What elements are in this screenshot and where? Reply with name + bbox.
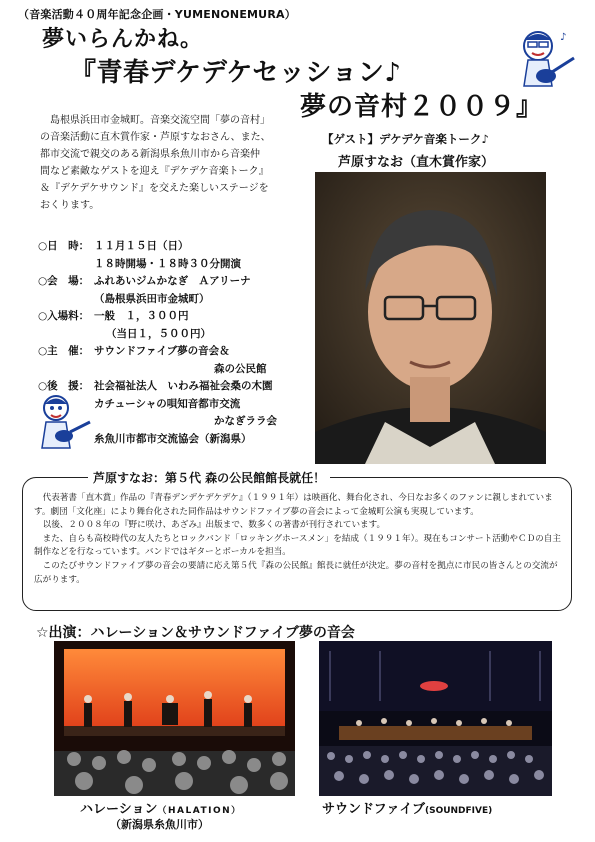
support-value-3: かなぎララ会: [214, 415, 277, 427]
intro-paragraph: [40, 112, 305, 214]
bio-paragraph: このたびサウンドファイブ夢の音会の要請に応え第５代『森の公民館』館長に就任が決定。夢の音村を拠点に市民の皆さんとの交流が広がります。: [34, 560, 558, 585]
halation-name: ハレーション: [80, 802, 158, 817]
fee-label: ○入場料：: [38, 310, 90, 322]
bio-paragraph: 以後、２００８年の『野に咲け、あざみ』出版まで、数多くの著書が刊行されています。: [42, 520, 386, 531]
title-line-3: 夢の音村２００９』: [300, 92, 544, 122]
date-value-2: １８時開場・１８時３０分開演: [94, 257, 241, 270]
date-value: １１月１５日（日）: [94, 240, 189, 252]
soundfive-name: サウンドファイブ: [322, 802, 425, 817]
guest-portrait-photo: [315, 172, 546, 464]
halation-origin: （新潟県糸魚川市）: [110, 818, 209, 831]
svg-text:♪: ♪: [560, 32, 567, 43]
support-value-4: 糸魚川市都市交流協会（新潟県）: [94, 432, 252, 445]
guest-name: 芦原すなお（直木賞作家）: [338, 155, 495, 170]
soundfive-caption: [322, 798, 492, 817]
fee-value: 一般 １，３００円: [94, 310, 189, 322]
halation-stage-photo: [54, 641, 295, 796]
soundfive-concert-photo: [319, 641, 552, 796]
intro-line: 間など素敵なゲストを迎え『デケデケ音楽トーク』: [40, 166, 269, 177]
halation-caption: [80, 798, 242, 817]
title-line-1: 夢いらんかね。: [42, 27, 204, 52]
intro-line: の音楽活動に直木賞作家・芦原すなおさん、また、: [40, 132, 271, 143]
host-label: ○主 催：: [38, 345, 90, 357]
guitarist-mascot-illustration: [508, 26, 578, 96]
support-value: 社会福祉法人 いわみ福祉会桑の木園: [94, 380, 273, 392]
bio-text: [34, 492, 564, 587]
bio-title: 芦原すなお：第５代 森の公民館館長就任！: [88, 469, 330, 486]
date-label: ○日 時：: [38, 240, 90, 252]
soundfive-roman: (SOUNDFIVE): [424, 806, 493, 816]
bio-paragraph: また、自らも高校時代の友人たちとロックバンド「ロッキングホースメン」を結成（１９９１年）。現在もコンサート活動やＣＤの自主制作などを行なっています。バンドではギターとボーカルを担当。: [34, 533, 561, 558]
guitarist-mascot-small-illustration: [34, 392, 92, 452]
event-kicker: （音楽活動４０周年記念企画・YUMENONEMURA）: [18, 8, 296, 21]
support-label: ○後 援：: [38, 380, 90, 392]
title-line-2: 『青春デケデケセッション♪: [70, 58, 402, 88]
fee-value-2: （当日１，５００円）: [106, 327, 211, 340]
venue-value: ふれあいジムかなぎ Ａアリーナ: [94, 275, 251, 287]
host-value-2: 森の公民館: [214, 362, 267, 375]
support-value-2: カチューシャの唄知音都市交流: [94, 397, 241, 410]
host-value: サウンドファイブ夢の音会＆: [94, 345, 230, 357]
venue-label: ○会 場：: [38, 275, 90, 287]
performers-title: ☆出演：ハレーション＆サウンドファイブ夢の音会: [36, 625, 355, 641]
intro-line: 島根県浜田市金城町。音楽交流空間「夢の音村」: [50, 115, 270, 126]
venue-value-2: （島根県浜田市金城町）: [94, 292, 210, 305]
halation-roman: （HALATION）: [157, 806, 242, 816]
intro-line: おくります。: [40, 200, 100, 211]
intro-line: ＆『デケデケサウンド』を交えた楽しいステージを: [40, 183, 269, 194]
guest-label: 【ゲスト】デケデケ音楽トーク♪: [322, 132, 489, 146]
bio-paragraph: 代表著書「直木賞」作品の『青春デンデケデケデケ』（１９９１年）は映画化、舞台化され、今日なお多くのファンに親しまれています。劇団「文化座」により舞台化された同作品はサウンドファイブ夢の音会によって金城町公演も実現しています。: [34, 493, 553, 517]
intro-line: 都市交流で親交のある新潟県糸魚川市から音楽仲: [40, 149, 260, 160]
